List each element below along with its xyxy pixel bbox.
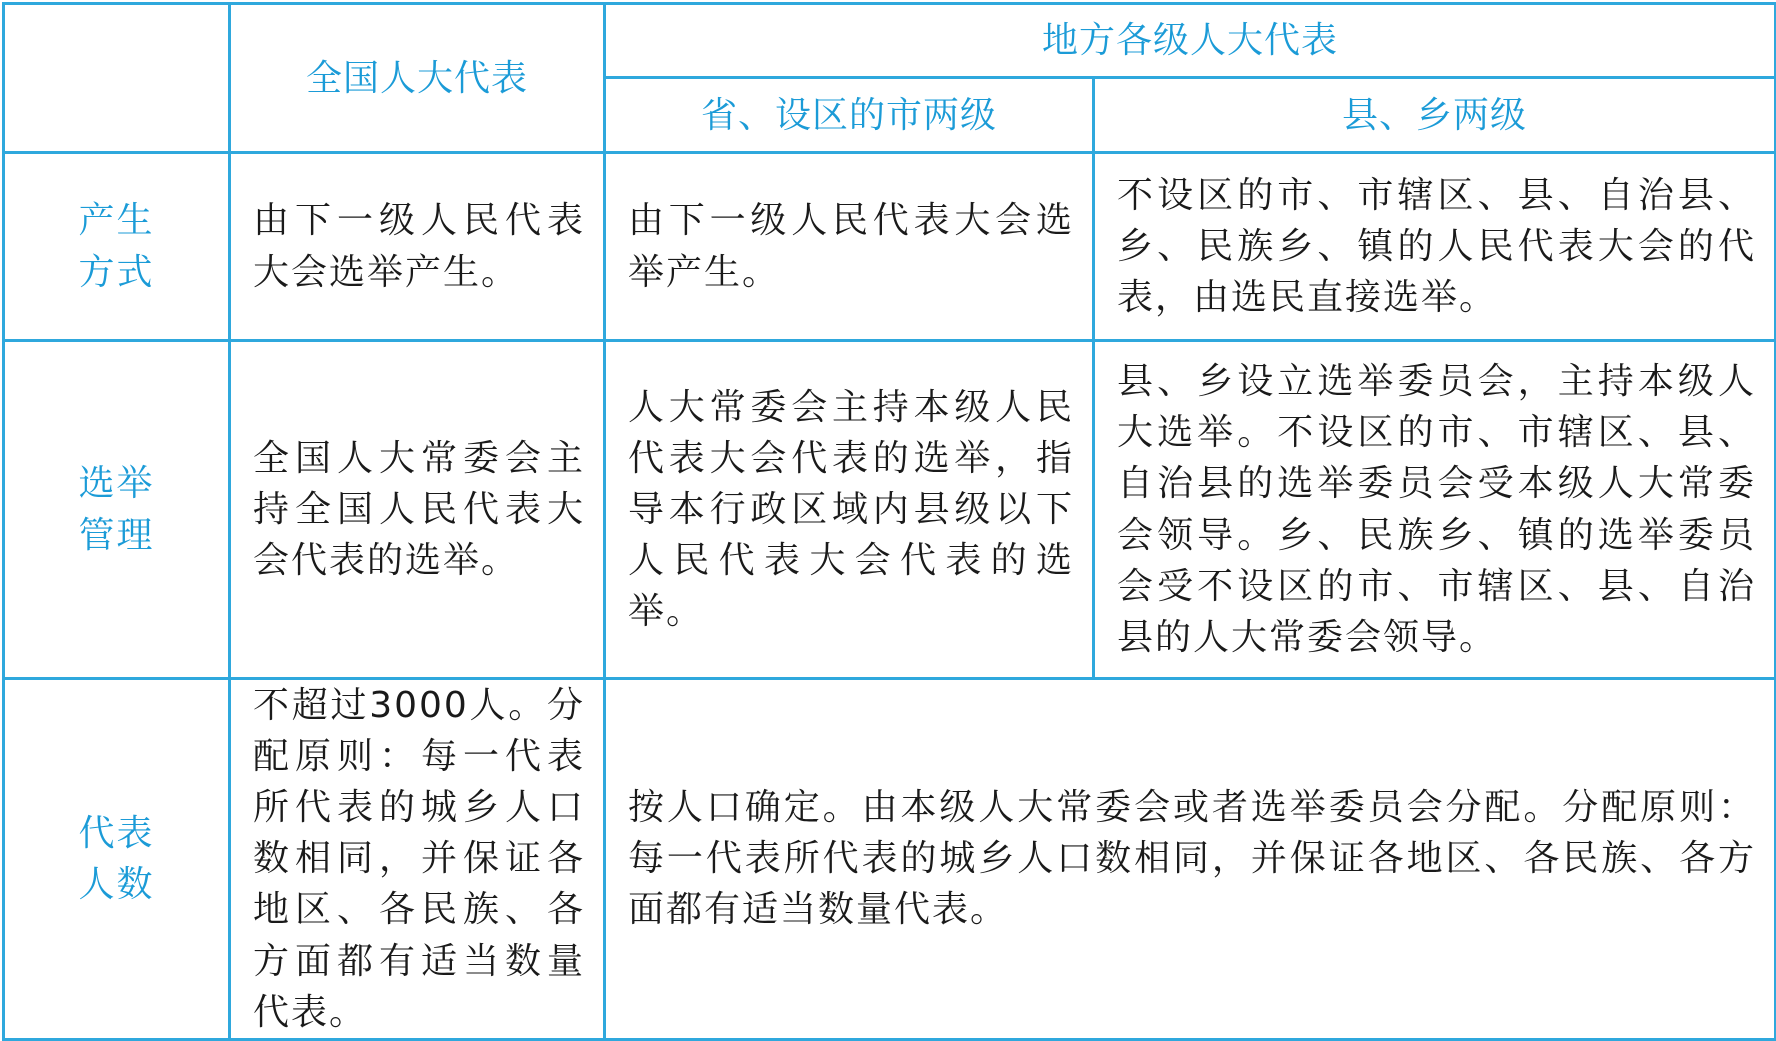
- row-label-line: 产生: [78, 200, 155, 242]
- row-label-line: 代表: [78, 812, 155, 854]
- cell-national-count: 不超过3000人。分配原则：每一代表所代表的城乡人口数相同，并保证各地区、各民族、各方面都有适当数量代表。: [230, 679, 605, 1040]
- local-deputy-header: 地方各级人大代表: [605, 4, 1776, 78]
- row-label-line: 选举: [78, 463, 155, 505]
- row-label-line: 方式: [78, 251, 155, 293]
- row-election-management: [4, 341, 1776, 679]
- row-deputy-count: [4, 679, 1776, 1040]
- cell-county-township-management: 县、乡设立选举委员会，主持本级人大选举。不设区的市、市辖区、县、自治县的选举委员会受本级人大常委会领导。乡、民族乡、镇的选举委员会受不设区的市、市辖区、县、自治县的人大常委会领导。: [1094, 341, 1776, 679]
- province-city-header: 省、设区的市两级: [605, 78, 1094, 153]
- cell-national-generation: 由下一级人民代表大会选举产生。: [230, 153, 605, 341]
- row-label-generation-method: [4, 153, 230, 341]
- header-row-1: [4, 4, 1776, 78]
- corner-cell: [4, 4, 230, 153]
- cell-province-city-generation: 由下一级人民代表大会选举产生。: [605, 153, 1094, 341]
- comparison-table-container: [2, 2, 1774, 1033]
- row-label-deputy-count: [4, 679, 230, 1040]
- row-label-election-management: [4, 341, 230, 679]
- county-township-header: 县、乡两级: [1094, 78, 1776, 153]
- deputy-comparison-table: [2, 2, 1776, 1041]
- cell-national-management: 全国人大常委会主持全国人民代表大会代表的选举。: [230, 341, 605, 679]
- cell-local-count-merged: 按人口确定。由本级人大常委会或者选举委员会分配。分配原则：每一代表所代表的城乡人口数相同，并保证各地区、各民族、各方面都有适当数量代表。: [605, 679, 1776, 1040]
- row-generation-method: [4, 153, 1776, 341]
- cell-county-township-generation: 不设区的市、市辖区、县、自治县、乡、民族乡、镇的人民代表大会的代表，由选民直接选举。: [1094, 153, 1776, 341]
- row-label-line: 管理: [78, 514, 155, 556]
- row-label-line: 人数: [78, 863, 155, 905]
- national-deputy-header: 全国人大代表: [230, 4, 605, 153]
- cell-province-city-management: 人大常委会主持本级人民代表大会代表的选举，指导本行政区域内县级以下人民代表大会代表的选举。: [605, 341, 1094, 679]
